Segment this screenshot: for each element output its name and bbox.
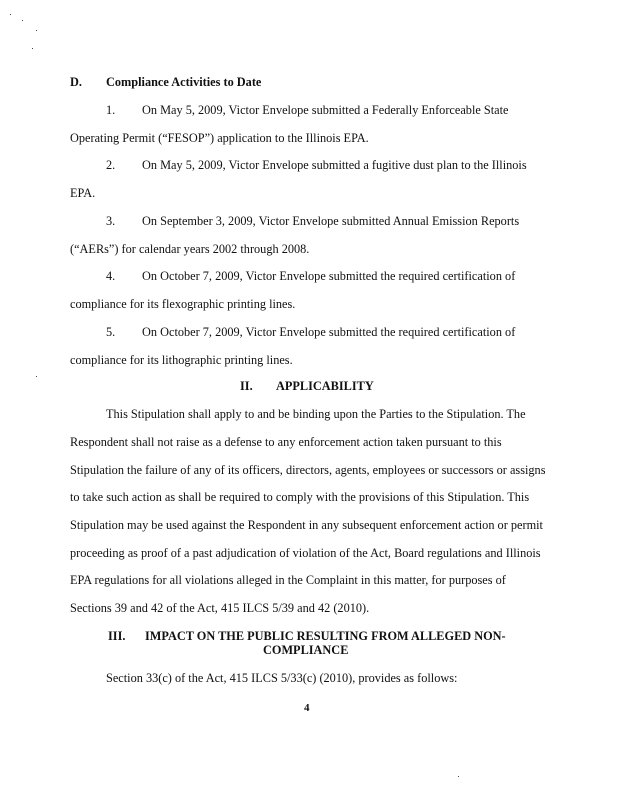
item-text: EPA.	[70, 186, 96, 200]
paragraph-line: Sections 39 and 42 of the Act, 415 ILCS 5/39 and 42 (2010).	[70, 601, 370, 615]
item-text: Operating Permit (“FESOP”) application to the Illinois EPA.	[70, 131, 369, 145]
item-number: 5.	[106, 325, 116, 339]
item-number: 3.	[106, 214, 116, 228]
section-d-title: Compliance Activities to Date	[106, 75, 262, 89]
section-ii-numeral: II.	[240, 379, 253, 393]
item-number: 2.	[106, 158, 116, 172]
paragraph-line: This Stipulation shall apply to and be binding upon the Parties to the Stipulation. The	[106, 407, 526, 421]
scan-speck	[36, 376, 37, 377]
scan-speck	[22, 20, 23, 21]
paragraph-line: Stipulation may be used against the Respondent in any subsequent enforcement action or permit	[70, 518, 543, 532]
item-number: 1.	[106, 103, 116, 117]
scan-speck	[458, 776, 459, 777]
paragraph-line: EPA regulations for all violations alleged in the Complaint in this matter, for purposes of	[70, 573, 506, 587]
item-text: On October 7, 2009, Victor Envelope submitted the required certification of	[142, 325, 516, 339]
scan-speck	[36, 30, 37, 31]
item-text: On May 5, 2009, Victor Envelope submitted a fugitive dust plan to the Illinois	[142, 158, 527, 172]
paragraph-line: to take such action as shall be required to comply with the provisions of this Stipulation. This	[70, 490, 530, 504]
section-d-letter: D.	[70, 75, 82, 89]
item-number: 4.	[106, 269, 116, 283]
item-text: On May 5, 2009, Victor Envelope submitted a Federally Enforceable State	[142, 103, 509, 117]
paragraph-line: Stipulation the failure of any of its officers, directors, agents, employees or successors or assigns	[70, 463, 546, 477]
section-ii-title: APPLICABILITY	[276, 379, 374, 393]
section-iii-intro: Section 33(c) of the Act, 415 ILCS 5/33(c) (2010), provides as follows:	[106, 671, 458, 685]
section-iii-title-line2: COMPLIANCE	[263, 643, 349, 657]
paragraph-line: proceeding as proof of a past adjudication of violation of the Act, Board regulations and Illinois	[70, 546, 541, 560]
scan-speck	[10, 14, 11, 15]
item-text: compliance for its flexographic printing lines.	[70, 297, 296, 311]
item-text: On October 7, 2009, Victor Envelope submitted the required certification of	[142, 269, 516, 283]
item-text: compliance for its lithographic printing lines.	[70, 353, 293, 367]
scan-speck	[32, 48, 33, 49]
page-number: 4	[304, 702, 310, 714]
section-iii-title-line1: IMPACT ON THE PUBLIC RESULTING FROM ALLEGED NON-	[145, 629, 506, 643]
section-iii-numeral: III.	[108, 629, 126, 643]
paragraph-line: Respondent shall not raise as a defense to any enforcement action taken pursuant to this	[70, 435, 502, 449]
item-text: On September 3, 2009, Victor Envelope submitted Annual Emission Reports	[142, 214, 520, 228]
item-text: (“AERs”) for calendar years 2002 through 2008.	[70, 242, 310, 256]
